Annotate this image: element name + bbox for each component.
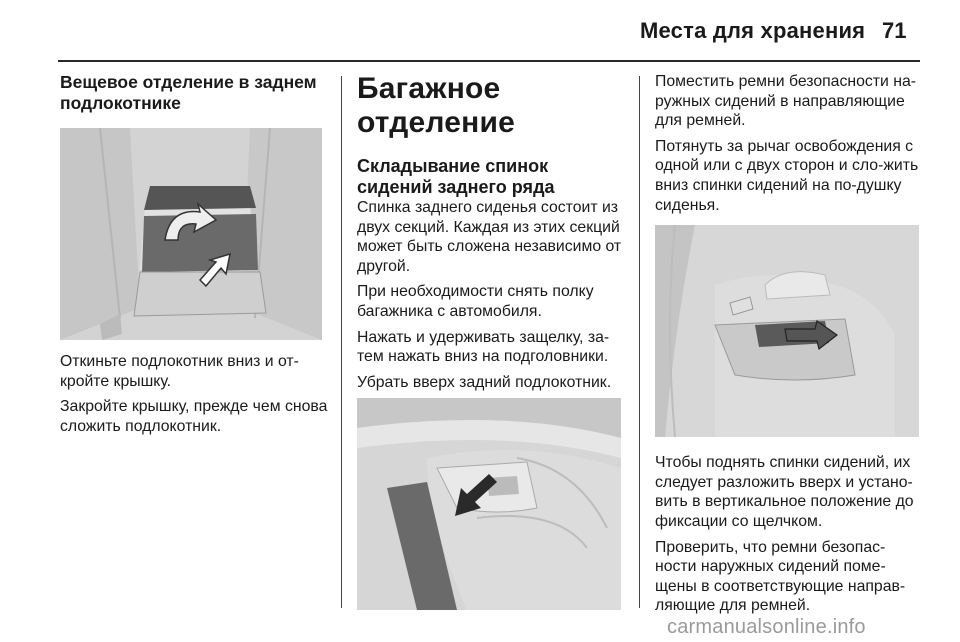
figure-release-lever (655, 225, 919, 437)
footer-watermark: carmanualsonline.info (667, 616, 866, 638)
column-luggage-continued (655, 72, 925, 622)
column-divider-1 (341, 76, 342, 608)
cont-para-4: Проверить, что ремни безопас-ности наружных сидений поме-щены в соответствующие направ-ляющие для ремней. (655, 538, 906, 615)
armrest-para-2: Закройте крышку, прежде чем снова сложить подлокотник. (60, 398, 328, 435)
subsection-heading-fold: Складывание спинок сидений заднего ряда (357, 156, 555, 197)
page-number: 71 (882, 18, 907, 43)
column-armrest (60, 72, 328, 442)
luggage-para-2: При необходимости снять полку багажника с автомобиля. (357, 283, 594, 320)
figure-seat-latch (357, 398, 621, 610)
cont-para-1: Поместить ремни безопасности на-ружных сидений в направляющие для ремней. (655, 73, 916, 130)
luggage-para-3: Нажать и удерживать защелку, за-тем нажать вниз на подголовники. (357, 328, 610, 366)
armrest-para-1: Откиньте подлокотник вниз и от-кройте крышку. (60, 353, 299, 390)
cont-para-3: Чтобы поднять спинки сидений, их следует разложить вверх и устано-вить в вертикальное положение до фиксации со щелчком. (655, 454, 914, 530)
page-header-title: Места для хранения (640, 18, 866, 43)
figure-armrest (60, 128, 322, 340)
section-heading-luggage: Багажное отделение (357, 72, 515, 139)
header-rule (58, 60, 920, 62)
column-divider-2 (639, 76, 640, 608)
column-luggage (357, 70, 627, 610)
cont-para-2: Потянуть за рычаг освобождения с одной или с двух сторон и сло-жить вниз спинки сидений на по-душку сиденья. (655, 137, 919, 214)
section-heading-armrest: Вещевое отделение в заднем подлокотнике (60, 72, 317, 113)
luggage-para-4: Убрать вверх задний подлокотник. (357, 373, 612, 391)
luggage-para-1: Спинка заднего сиденья состоит из двух секций. Каждая из этих секций может быть сложена независимо от другой. (357, 199, 622, 275)
